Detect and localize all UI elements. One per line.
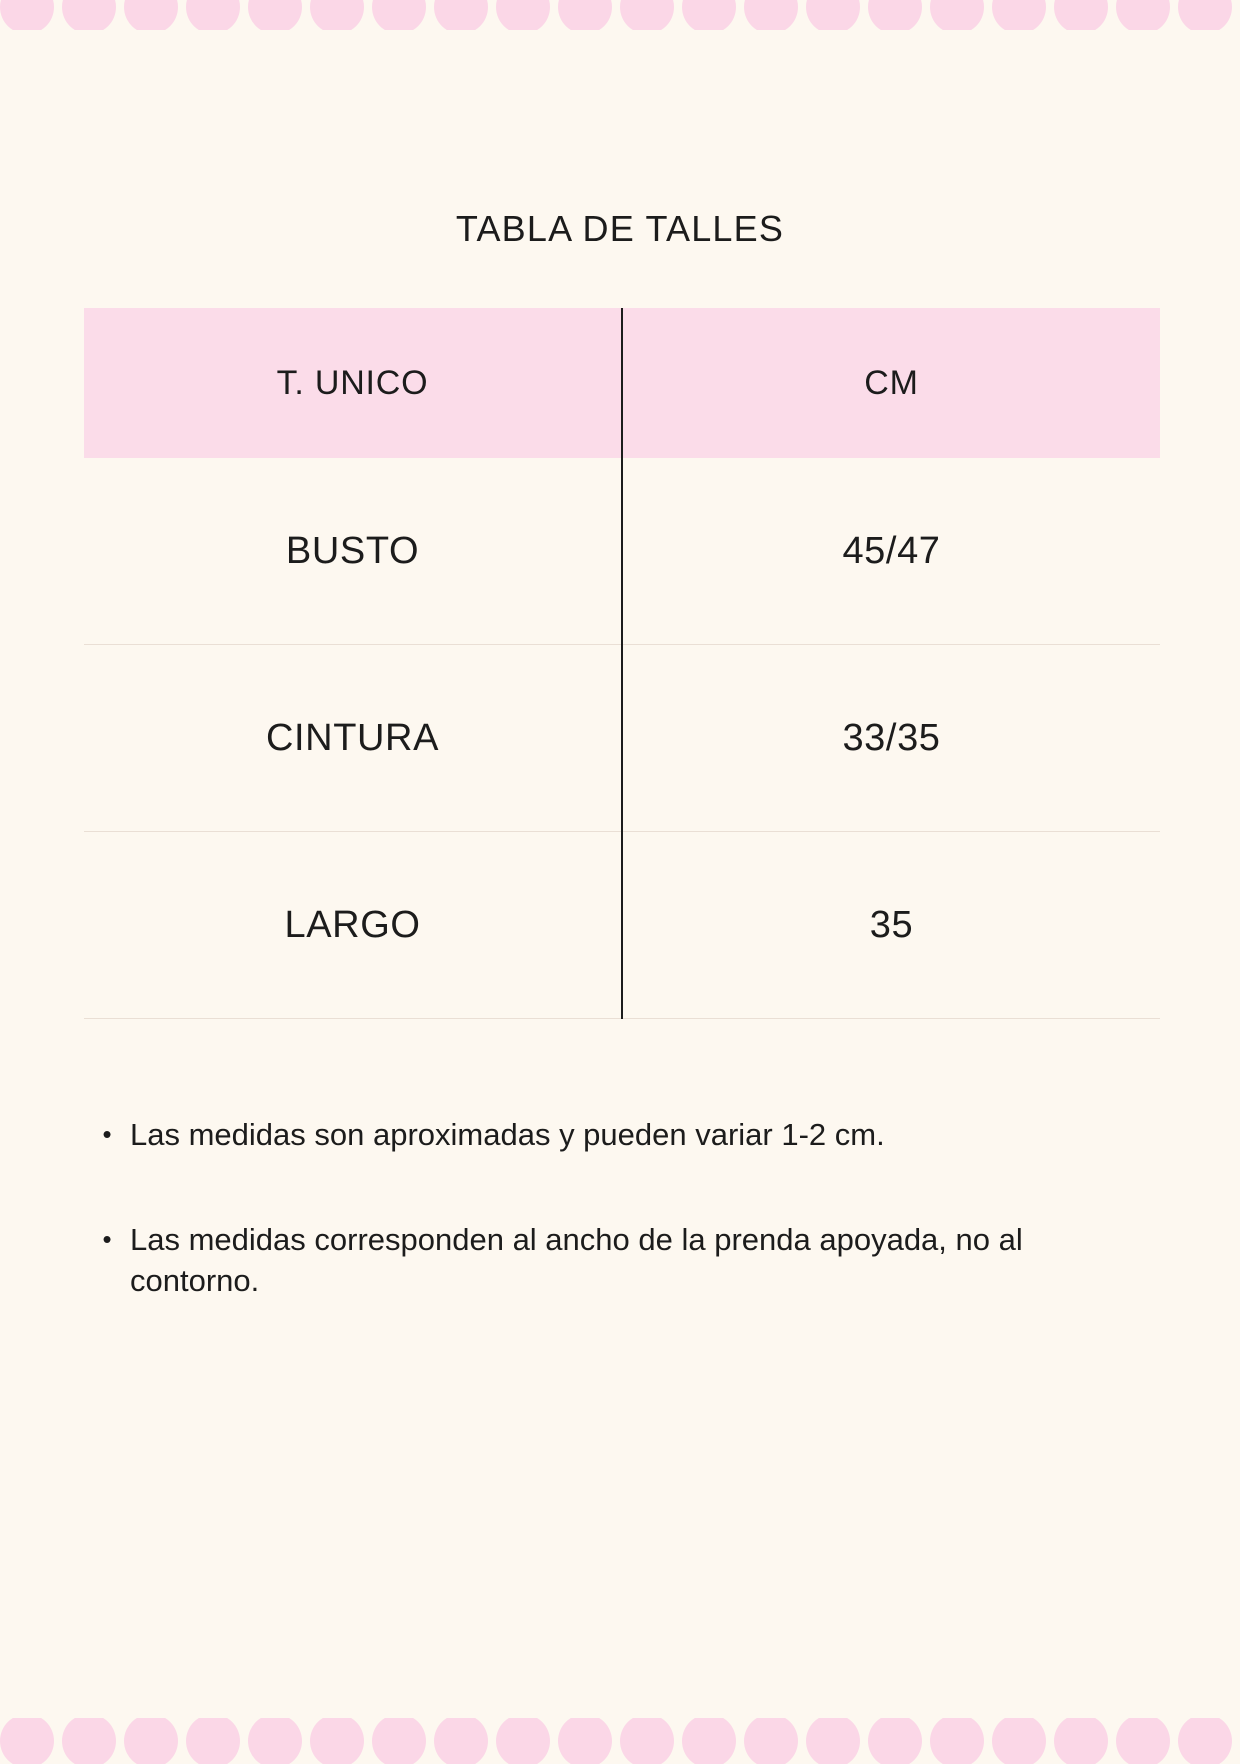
- note-text: Las medidas corresponden al ancho de la prenda apoyada, no al contorno.: [130, 1221, 1023, 1298]
- note-text: Las medidas son aproximadas y pueden variar 1-2 cm.: [130, 1117, 885, 1152]
- row-value-busto: 45/47: [622, 458, 1160, 645]
- table-header-size: T. UNICO: [84, 308, 622, 458]
- page-title: TABLA DE TALLES: [455, 208, 785, 249]
- size-chart-table: [84, 308, 1160, 1019]
- list-item: [84, 1115, 1156, 1156]
- table-row: [84, 645, 1160, 832]
- bullet-icon: •: [102, 1119, 112, 1149]
- row-value-cintura: 33/35: [622, 645, 1160, 832]
- bullet-icon: •: [102, 1223, 112, 1254]
- list-item: [84, 1220, 1156, 1302]
- row-label-busto: BUSTO: [84, 458, 622, 645]
- row-label-cintura: CINTURA: [84, 645, 622, 832]
- row-value-largo: 35: [622, 832, 1160, 1019]
- notes-list: [84, 1115, 1156, 1302]
- table-row: [84, 458, 1160, 645]
- row-label-largo: LARGO: [84, 832, 622, 1019]
- table-header: [84, 308, 1160, 458]
- table-header-cm: CM: [622, 308, 1160, 458]
- table-body: [84, 458, 1160, 1019]
- table-header-row: [84, 308, 1160, 458]
- table-row: [84, 832, 1160, 1019]
